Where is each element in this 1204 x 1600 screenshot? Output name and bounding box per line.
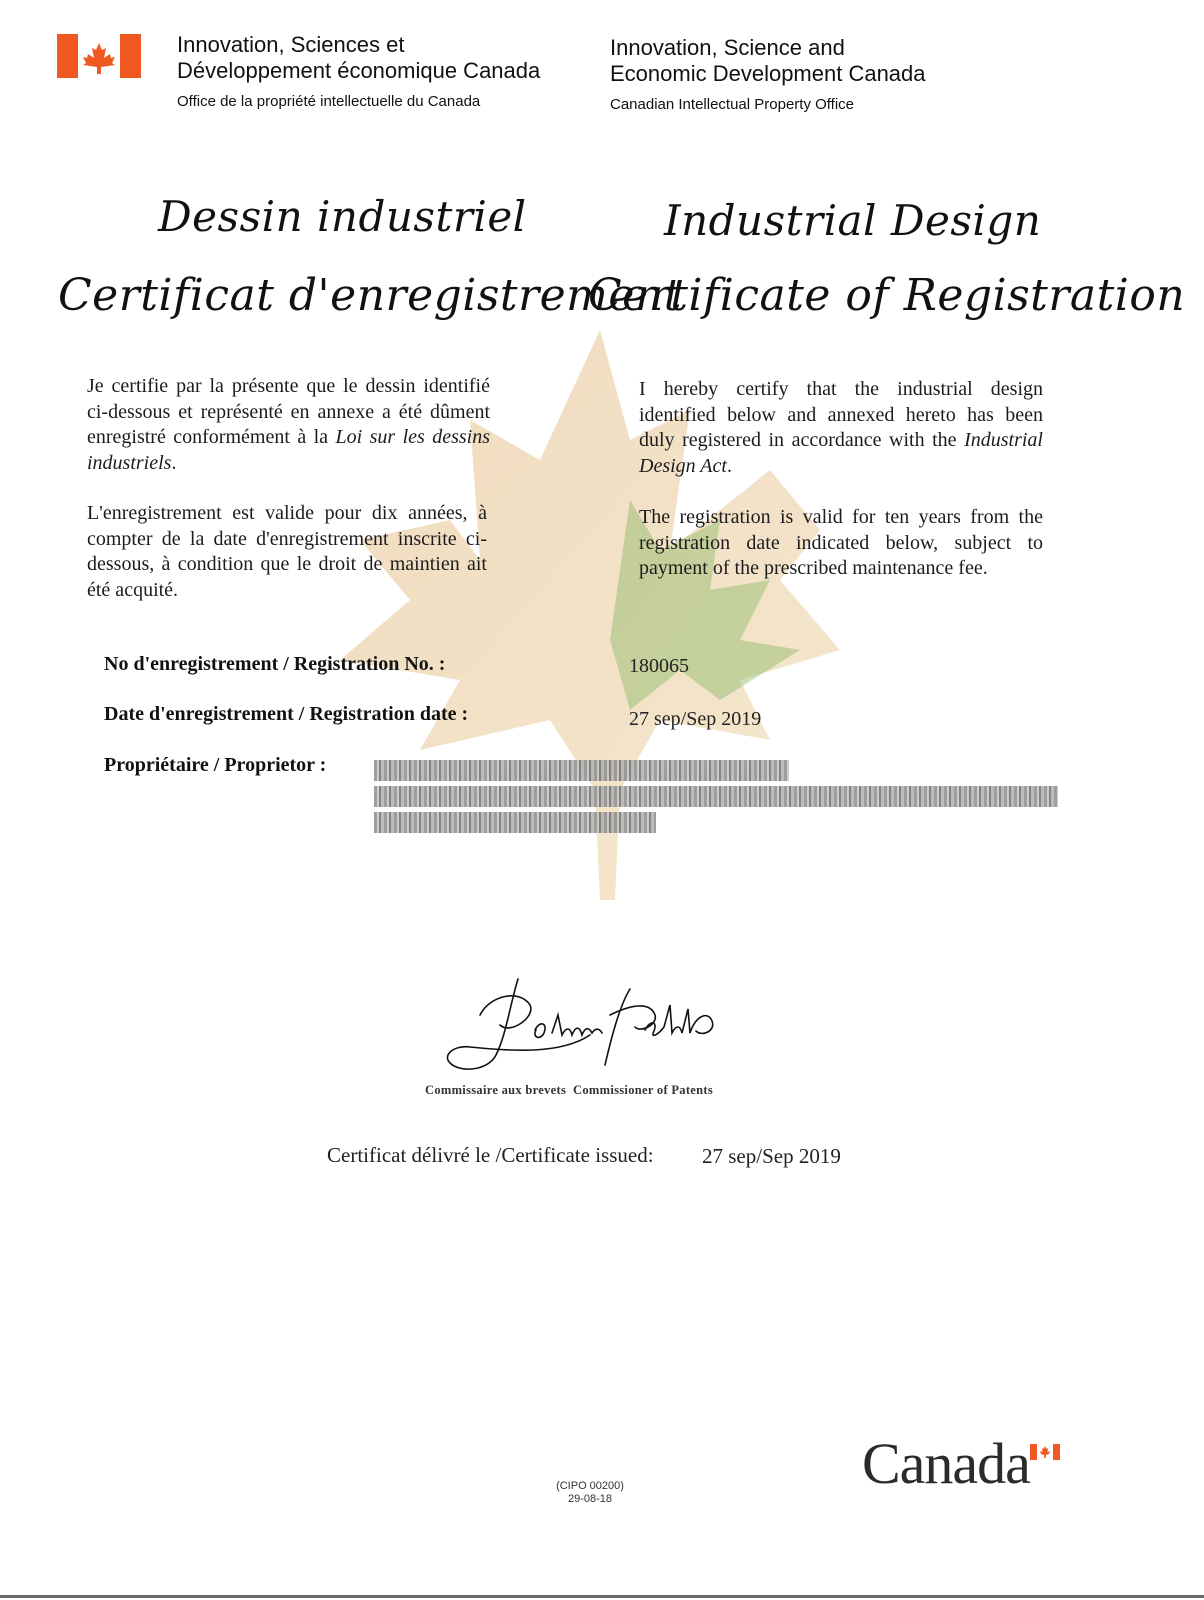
proprietor-redacted [374, 760, 1058, 833]
form-code [540, 1480, 640, 1506]
redaction-bar [374, 786, 1058, 807]
fr-title: Dessin industriel [158, 192, 527, 241]
form-code-number: (CIPO 00200) [556, 1480, 624, 1492]
fr-validity-paragraph: L'enregistrement est valide pour dix années, à compter de la date d'enregistrement inscrite ci-dessous, à condition que le droit de maintien ait été acquité. [87, 502, 487, 601]
signature-caption-en: Commissioner of Patents [573, 1083, 714, 1097]
fr-dept-line1: Innovation, Sciences et [177, 32, 405, 57]
en-department-name [610, 35, 926, 87]
proprietor-label: Propriétaire / Proprietor : [104, 754, 327, 776]
en-dept-line2: Economic Development Canada [610, 61, 926, 86]
wordmark-flag-icon [1030, 1444, 1060, 1460]
fr-certify-paragraph: Je certifie par la présente que le dessin identifié ci-dessous et représenté en annexe a été dûment enregistré conformément à la Loi sur les dessins industriels. [87, 375, 491, 474]
fr-act-name: Loi sur les dessins industriels [87, 426, 491, 474]
fr-office-name: Office de la propriété intellectuelle du Canada [177, 93, 481, 110]
signature-caption [425, 1083, 713, 1098]
en-title: Industrial Design [664, 196, 1042, 245]
canada-flag-icon [57, 34, 141, 78]
registration-number-label: No d'enregistrement / Registration No. : [104, 653, 446, 675]
canada-wordmark: Canada [862, 1431, 1030, 1496]
redaction-bar [374, 760, 789, 781]
redaction-bar [374, 812, 656, 833]
en-subtitle: Certificate of Registration [588, 270, 1186, 321]
en-office-name: Canadian Intellectual Property Office [610, 96, 855, 113]
en-certify-paragraph: I hereby certify that the industrial design identified below and annexed hereto has been duly registered in accordance with the Industrial Design Act. [639, 378, 1043, 477]
commissioner-signature [440, 975, 730, 1080]
registration-date-value: 27 sep/Sep 2019 [629, 708, 762, 730]
certificate-issued-label: Certificat délivré le /Certificate issued: [327, 1143, 654, 1167]
signature-caption-fr: Commissaire aux brevets [425, 1083, 567, 1097]
registration-date-label: Date d'enregistrement / Registration date : [104, 703, 469, 725]
fr-dept-line2: Développement économique Canada [177, 58, 541, 83]
fr-subtitle: Certificat d'enregistrement [58, 270, 682, 321]
form-code-date: 29-08-18 [567, 1493, 613, 1505]
en-dept-line1: Innovation, Science and [610, 35, 845, 60]
certificate-issued-value: 27 sep/Sep 2019 [702, 1144, 841, 1168]
en-validity-paragraph: The registration is valid for ten years from the registration date indicated below, subject to payment of the prescribed maintenance fee. [639, 506, 1043, 579]
fr-department-name [177, 32, 540, 84]
registration-number-value: 180065 [629, 655, 689, 677]
page-bottom-rule [0, 1595, 1204, 1598]
en-act-name: Industrial Design Act [639, 429, 1043, 477]
